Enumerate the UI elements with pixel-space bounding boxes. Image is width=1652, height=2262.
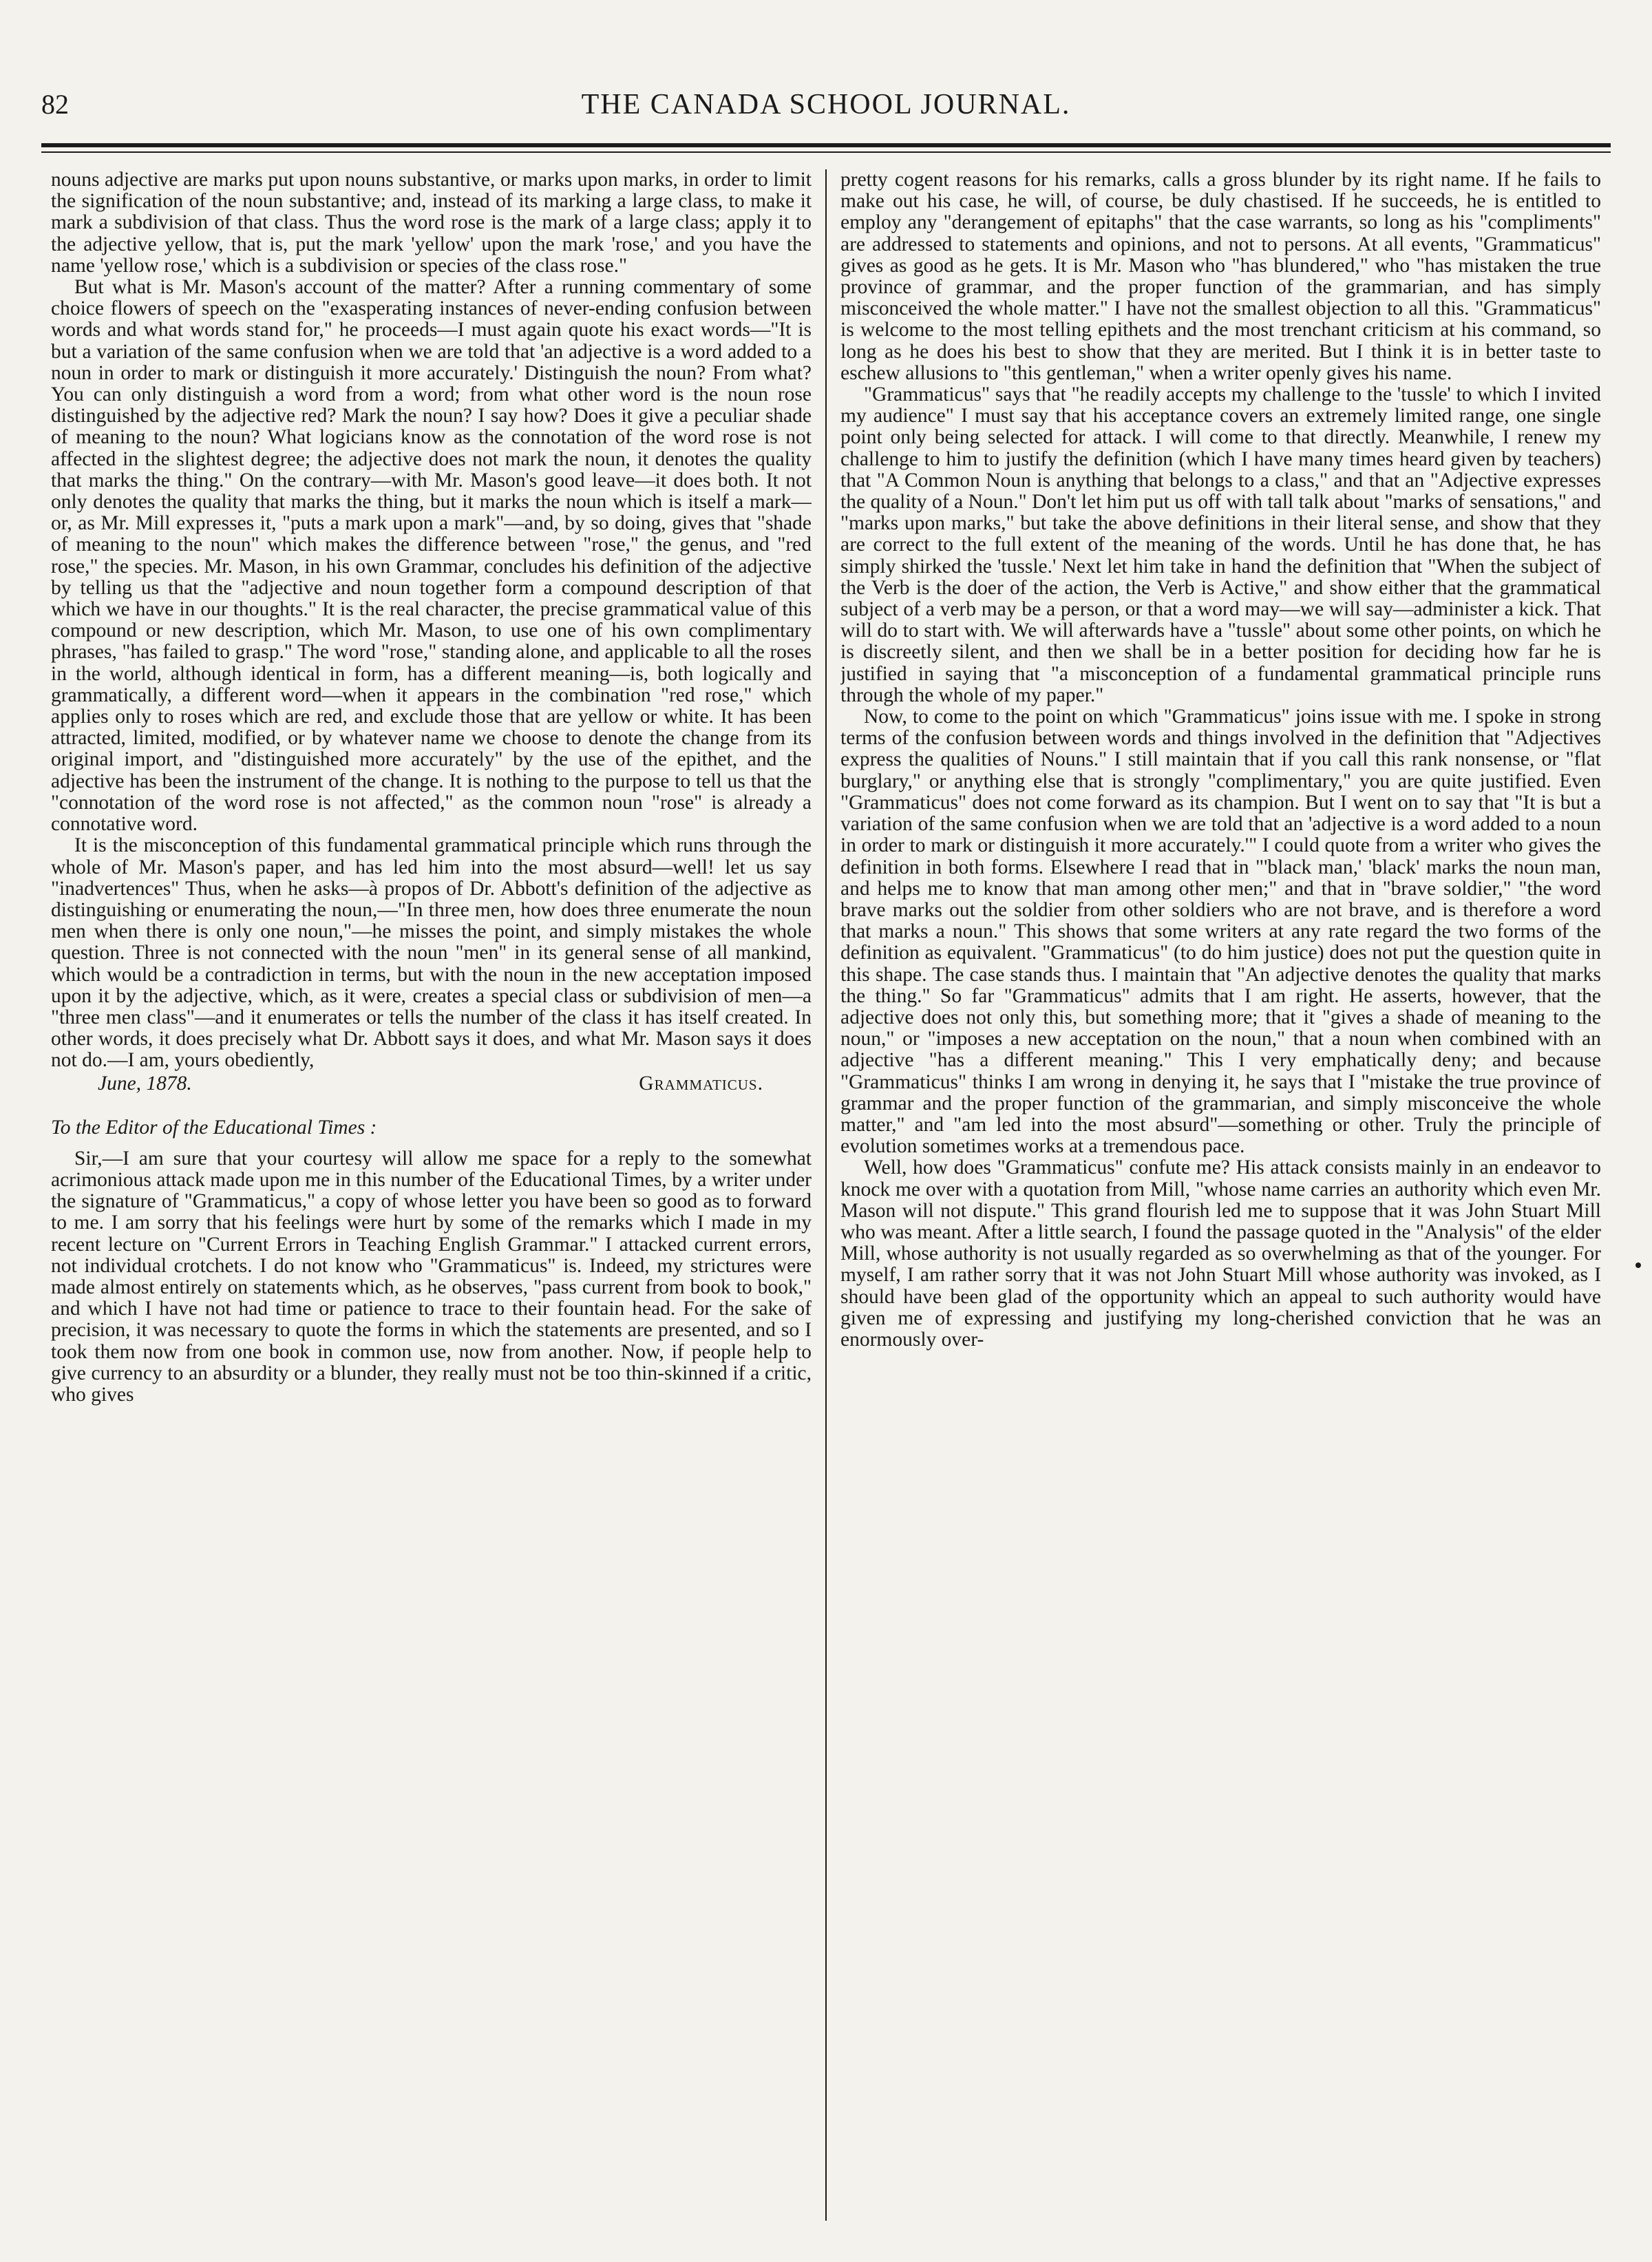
article-paragraph: Sir,—I am sure that your courtesy will allow me space for a reply to the somewhat acrimonious attack made upon me in this number of the Educational Times, by a writer under the signature of "Grammaticus," a copy of whose letter you have been so good as to forward to me. I am sorry that his feelings were hurt by some of the remarks which I made in my recent lecture on "Current Errors in Teaching English Grammar." I attacked current errors, not individual crotchets. I do not know who "Grammaticus" is. Indeed, my strictures were made almost entirely on statements which, as he observes, "pass current from book to book," and which I have not had time or patience to trace to their fountain head. For the sake of precision, it was necessary to quote the forms in which the statements are presented, and so I took them now from one book in common use, now from another. Now, if people help to give currency to an absurdity or a blunder, they really must not be too thin-skinned if a critic, who gives <box>51 1147 812 1406</box>
journal-title: THE CANADA SCHOOL JOURNAL. <box>581 89 1071 120</box>
signoff-name: Grammaticus. <box>639 1072 763 1095</box>
left-column <box>51 169 812 2221</box>
letter-heading: To the Editor of the Educational Times : <box>51 1116 377 1139</box>
article-paragraph: It is the misconception of this fundamental grammatical principle which runs through the whole of Mr. Mason's paper, and has led him into the most absurd—well! let us say "inadvertences" Thus, when he asks—à propos of Dr. Abbott's definition of the adjective as distinguishing or enumerating the noun,—"In three men, how does three enumerate the noun men when there is only one noun,"—he misses the point, and simply mistakes the whole question. Three is not connected with the noun "men" in its general sense of all mankind, which would be a contradiction in terms, but with the noun in the new acceptation imposed upon it by the adjective, which, as it were, creates a special class or subdivision of men—a "three men class"—and it enumerates or tells the number of the class it has itself created. In other words, it does precisely what Dr. Abbott says it does, and what Mr. Mason says it does not do.—I am, yours obediently, <box>51 834 812 1072</box>
article-paragraph: "Grammaticus" says that "he readily accepts my challenge to the 'tussle' to which I invited my audience" I must say that his acceptance covers an extremely limited range, one single point only being selected for attack. I will come to that directly. Meanwhile, I renew my challenge to him to justify the definition (which I have many times heard given by teachers) that "A Common Noun is anything that belongs to a class," and that an "Adjective expresses the quality of a Noun." Don't let him put us off with tall talk about "marks of sensations," and "marks upon marks," but take the above definitions in their literal sense, and show that they are correct to the full extent of the meaning of the words. Until he has done that, he has simply shirked the 'tussle.' Next let him take in hand the definition that "When the subject of the Verb is the doer of the action, the Verb is Active," and show either that the grammatical subject of a verb may be a person, or that a word may—we will say—administer a kick. That will do to start with. We will afterwards have a "tussle" about some other points, on which he is discreetly silent, and then we shall be in a better position for deciding how far he is justified in saying that "a misconception of a fundamental grammatical principle runs through the whole of my paper." <box>840 383 1601 706</box>
letter-signoff <box>51 1073 812 1098</box>
article-paragraph: But what is Mr. Mason's account of the matter? After a running commentary of some choice flowers of speech on the "exasperating instances of never-ending confusion between words and what words stand for," he proceeds—I must again quote his exact words—"It is but a variation of the same confusion when we are told that 'an adjective is a word added to a noun in order to mark or distinguish it more accurately.' Distinguish the noun? From what? You can only distinguish a word from a word; from what other word is the noun rose distinguished by the adjective red? Mark the noun? I say how? Does it give a peculiar shade of meaning to the noun? What logicians know as the connotation of the word rose is not affected in the slightest degree; the adjective does not mark the noun, it denotes the quality that marks the thing." On the contrary—with Mr. Mason's good leave—it does both. It not only denotes the quality that marks the thing, but it marks the noun which is itself a mark—or, as Mr. Mill expresses it, "puts a mark upon a mark"—and, by so doing, gives that "shade of meaning to the noun" which makes the difference between "rose," the genus, and "red rose," the species. Mr. Mason, in his own Grammar, concludes his definition of the adjective by telling us that the "adjective and noun together form a compound description of that which we have in our thoughts." It is the real character, the precise grammatical value of this compound or new description, which Mr. Mason, to use one of his own complimentary phrases, "has failed to grasp." The word "rose," standing alone, and applicable to all the roses in the world, although identical in form, has a different meaning—is, both logically and grammatically, a different word—when it appears in the combination "red rose," which applies only to roses which are red, and exclude those that are yellow or white. It has been attracted, limited, modified, or by whatever name we choose to denote the change from its original import, and "distinguished more accurately" by the use of the epithet, and the adjective has been the instrument of the change. It is nothing to the purpose to tell us that the "connotation of the word rose is not affected," as the common noun "rose" is already a connotative word. <box>51 276 812 836</box>
right-column <box>840 169 1601 2221</box>
article-paragraph: Well, how does "Grammaticus" confute me? His attack consists mainly in an endeavor to knock me over with a quotation from Mill, "whose name carries an authority which even Mr. Mason will not dispute." This grand flourish led me to suppose that it was John Stuart Mill who was meant. After a little search, I found the passage quoted in the "Analysis" of the elder Mill, whose authority is not usually regarded as so overwhelming as that of the younger. For myself, I am rather sorry that it was not John Stuart Mill whose authority was invoked, as I should have been glad of the opportunity which an appeal to such authority would have given me of expressing and justifying my long-cherished conviction that he was an enormously over- <box>840 1156 1601 1351</box>
article-paragraph: Now, to come to the point on which "Grammaticus" joins issue with me. I spoke in strong terms of the confusion between words and things involved in the definition that "Adjectives express the qualities of Nouns." I still maintain that if you call this rank nonsense, or "flat burglary," or anything else that is strongly "complimentary," you are quite justified. Even "Grammaticus" does not come forward as its champion. But I went on to say that "It is but a variation of the same confusion when we are told that an 'adjective is a word added to a noun in order to mark or distinguish it more accurately.'" I could quote from a writer who gives the definition in both forms. Elsewhere I read that in "'black man,' 'black' marks the noun man, and helps me to know that man among other men;" and that in "brave soldier," "the word brave marks out the soldier from other soldiers who are not brave, and is therefore a word that marks a noun." This shows that some writers at any rate regard the two forms of the definition as equivalent. "Grammaticus" (to do him justice) does not put the question quite in this shape. The case stands thus. I maintain that "An adjective denotes the quality that marks the thing." So far "Grammaticus" admits that I am right. He asserts, however, that the adjective does not only this, but something more; that it "gives a shade of meaning to the noun," or "imposes a new acceptation on the noun," that a noun when combined with an adjective "has a different meaning." This I very emphatically deny; and because "Grammaticus" thinks I am wrong in denying it, he says that I "mistake the true province of grammar and the proper function of the grammarian, and simply misconceive the whole matter," and "am led into the most absurd"—something or other. Truly the principle of evolution sometimes works at a tremendous pace. <box>840 706 1601 1158</box>
column-divider <box>825 169 827 2221</box>
signoff-date: June, 1878. <box>98 1072 192 1095</box>
header-rule-thick <box>41 143 1611 147</box>
article-paragraph: nouns adjective are marks put upon nouns substantive, or marks upon marks, in order to limit the signification of the noun substantive; and, instead of its marking a large class, to make it mark a subdivision of that class. Thus the word rose is the mark of a large class; apply it to the adjective yellow, that is, put the mark 'yellow' upon the mark 'rose,' and you have the name 'yellow rose,' which is a subdivision or species of the class rose." <box>51 169 812 277</box>
header-rule-thin <box>41 151 1611 153</box>
article-paragraph: pretty cogent reasons for his remarks, calls a gross blunder by its right name. If he fails to make out his case, he will, of course, be duly chastised. If he succeeds, he is entitled to employ any "derangement of epitaphs" that the case warrants, so long as his "compliments" are addressed to statements and opinions, and not to persons. At all events, "Grammaticus" gives as good as he gets. It is Mr. Mason who "has blundered," who "has mistaken the true province of grammar, and the proper function of the grammarian, and has simply misconceived the whole matter." I have not the smallest objection to all this. "Grammaticus" is welcome to the most telling epithets and the most trenchant criticism at his command, so long as he does his best to show that they are merited. But I think it is in better taste to eschew allusions to "this gentleman," when a writer openly gives his name. <box>840 169 1601 384</box>
page-number: 82 <box>41 89 69 120</box>
page-header <box>41 87 1611 128</box>
margin-dot <box>1635 1262 1641 1268</box>
